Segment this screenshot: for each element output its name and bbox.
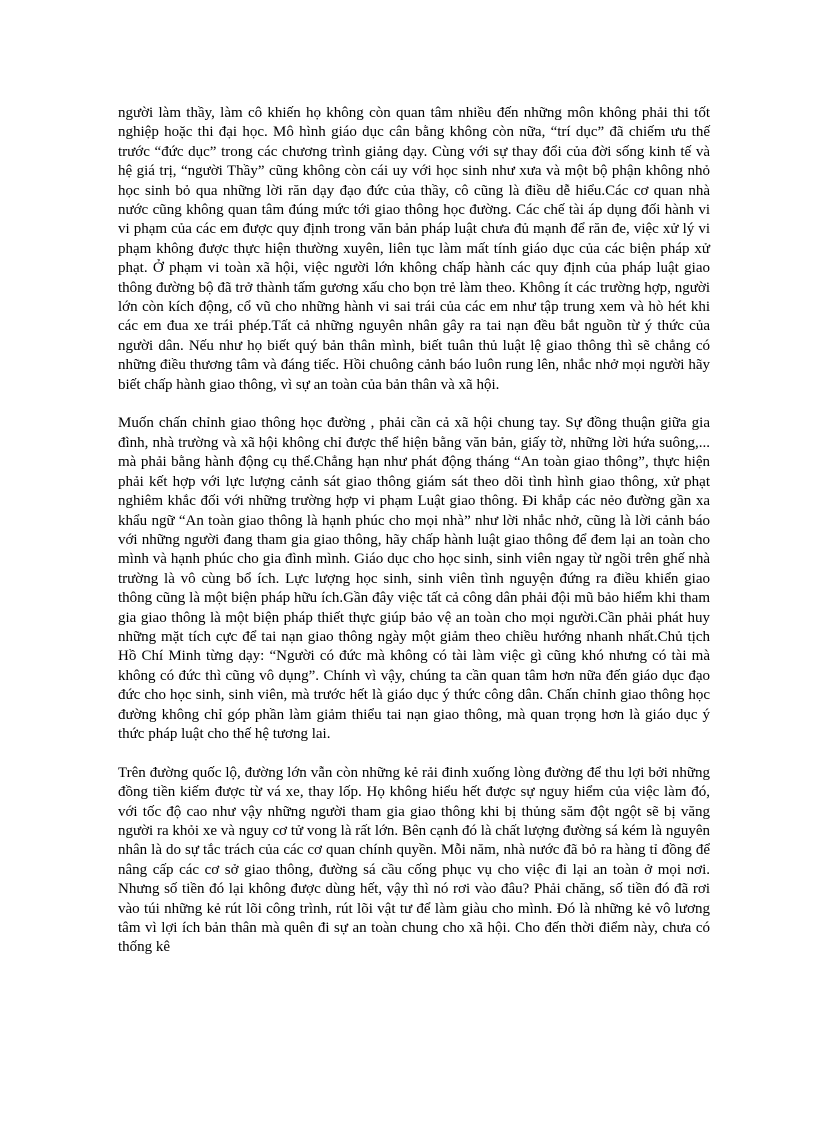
paragraph-3: Trên đường quốc lộ, đường lớn vẫn còn những kẻ rải đinh xuống lòng đường để thu lợi bởi những đồng tiền kiếm được từ vá xe, thay lốp. Họ không hiểu hết được sự nguy hiểm của việc làm đó, với tốc độ cao như vậy những người tham gia giao thông khi bị thủng săm đột ngột sẽ bị văng người ra khỏi xe và nguy cơ tử vong là rất lớn. Bên cạnh đó là chất lượng đường sá kém là nguyên nhân là do sự tắc trách của các cơ quan chính quyền. Mỗi năm, nhà nước đã bỏ ra hàng tỉ đồng để nâng cấp các cơ sở giao thông, đường sá cầu cống phục vụ cho việc đi lại an toàn ở mọi nơi. Nhưng số tiền đó lại không được dùng hết, vậy thì nó rơi vào đâu? Phải chăng, số tiền đó đã rơi vào túi những kẻ rút lõi công trình, rút lõi vật tư để làm giàu cho mình. Đó là những kẻ vô lương tâm vì lợi ích bản thân mà quên đi sự an toàn chung cho xã hội. Cho đến thời điểm này, chưa có thống kê: [118, 764, 710, 956]
paragraph-2: Muốn chấn chỉnh giao thông học đường , phải cần cả xã hội chung tay. Sự đồng thuận giữa gia đình, nhà trường và xã hội không chỉ được thể hiện bằng văn bản, giấy tờ, những lời hứa suông,... mà phải bằng hành động cụ thể.Chẳng hạn như phát động tháng “An toàn giao thông”, thực hiện phải kết hợp với lực lượng cảnh sát giao thông giám sát theo dõi tình hình giao thông, xử phạt nghiêm khắc đối với những trường hợp vi phạm Luật giao thông. Đi khắp các nẻo đường gần xa khẩu ngữ “An toàn giao thông là hạnh phúc cho mọi nhà” như lời nhắc nhở, cũng là lời cảnh báo với những người đang tham gia giao thông, hãy chấp hành luật giao thông để đem lại an toàn cho mình và hạnh phúc cho gia đình mình. Giáo dục cho học sinh, sinh viên ngay từ ngồi trên ghế nhà trường là vô cùng bổ ích. Lực lượng học sinh, sinh viên tình nguyện đứng ra điều khiển giao thông cũng là một biện pháp hữu ích.Gần đây việc tất cả công dân phải đội mũ bảo hiểm khi tham gia giao thông là một biện pháp thiết thực giúp bảo vệ an toàn cho mọi người.Cần phải phát huy những mặt tích cực để tai nạn giao thông ngày một giảm theo chiều hướng nhanh nhất.Chủ tịch Hồ Chí Minh từng dạy: “Người có đức mà không có tài làm việc gì cũng khó nhưng có tài mà không có đức thì cũng vô dụng”. Chính vì vậy, chúng ta cần quan tâm hơn nữa đến giáo dục đạo đức cho học sinh, sinh viên, mà trước hết là giáo dục ý thức công dân. Chấn chỉnh giao thông học đường không chỉ góp phần làm giảm thiểu tai nạn giao thông, mà quan trọng hơn là giáo dục ý thức pháp luật cho thế hệ tương lai.: [118, 415, 710, 742]
document-page: [118, 104, 710, 958]
paragraph-1: người làm thầy, làm cô khiến họ không còn quan tâm nhiều đến những môn không phải thi tốt nghiệp hoặc thi đại học. Mô hình giáo dục cân bằng không còn nữa, “trí dục” đã chiếm ưu thế trước “đức dục” trong các chương trình giảng dạy. Cùng với sự thay đổi của đời sống kinh tế và hệ giá trị, “người Thầy” cũng không còn cái uy với học sinh như xưa và một bộ phận không nhỏ học sinh bỏ qua những lời răn dạy đạo đức của thầy, cô cũng là điều dễ hiểu.Các cơ quan nhà nước cũng không quan tâm đúng mức tới giao thông học đường. Các chế tài áp dụng đối hành vi vi phạm của các em được quy định trong văn bản pháp luật chưa đủ mạnh để răn đe, việc xử lý vi phạm không được thực hiện thường xuyên, liên tục làm mất tính giáo dục của các biện pháp xử phạt. Ở phạm vi toàn xã hội, việc người lớn không chấp hành các quy định của pháp luật giao thông đường bộ đã trở thành tấm gương xấu cho bọn trẻ làm theo. Không ít các trường hợp, người lớn còn kích động, cổ vũ cho những hành vi sai trái của các em như tập trung xem và hò hét khi các em đua xe trái phép.Tất cả những nguyên nhân gây ra tai nạn đều bắt nguồn từ ý thức của người dân. Nếu như họ biết quý bản thân mình, biết tuân thủ luật lệ giao thông thì sẽ chẳng có những điều thương tâm và đáng tiếc. Hồi chuông cảnh báo luôn rung lên, nhắc nhở mọi người hãy biết chấp hành giao thông, vì sự an toàn của bản thân và xã hội.: [118, 105, 710, 393]
